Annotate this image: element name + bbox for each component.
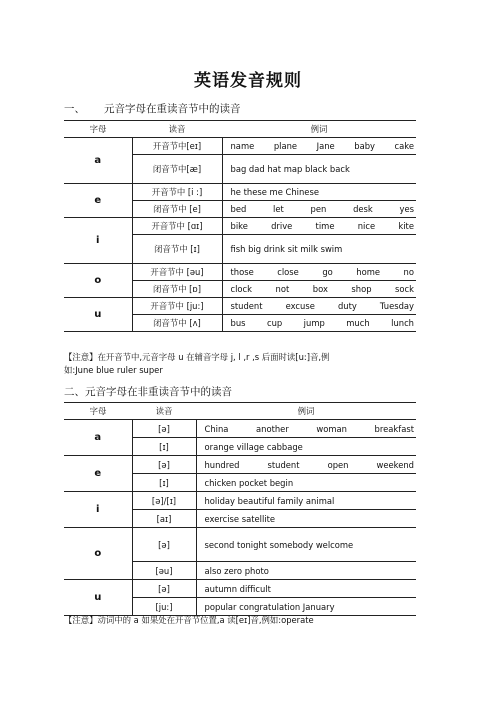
examples-cell: popular congratulation January bbox=[196, 598, 416, 616]
letter-cell: o bbox=[64, 264, 132, 298]
reading-cell: 闭音节中 [ɪ] bbox=[132, 235, 222, 264]
examples-cell: bed let pen desk yes bbox=[222, 201, 416, 218]
table-row bbox=[64, 580, 416, 598]
examples-cell: hundred student open weekend bbox=[196, 456, 416, 474]
section-1-title: 元音字母在重读音节中的读音 bbox=[104, 103, 241, 115]
examples-cell: bus cup jump much lunch bbox=[222, 315, 416, 332]
section-1-note bbox=[64, 351, 420, 377]
reading-cell: [ə]/[ɪ] bbox=[132, 492, 196, 510]
note-line: 【注意】动词中的 a 如果处在开音节位置,a 读[eɪ]音,例如:operate bbox=[64, 615, 314, 625]
page-title: 英语发音规则 bbox=[194, 71, 302, 91]
header-reading: 读音 bbox=[132, 403, 196, 420]
reading-cell: 闭音节中 [e] bbox=[132, 201, 222, 218]
examples-cell: fish big drink sit milk swim bbox=[222, 235, 416, 264]
reading-cell: 开音节中 [i :] bbox=[132, 184, 222, 201]
header-reading: 读音 bbox=[132, 121, 222, 138]
reading-cell: [ɪ] bbox=[132, 438, 196, 456]
table-row bbox=[64, 264, 416, 281]
letter-cell: u bbox=[64, 298, 132, 332]
reading-cell: 闭音节中 [ʌ] bbox=[132, 315, 222, 332]
letter-cell: i bbox=[64, 492, 132, 528]
examples-cell: bag dad hat map black back bbox=[222, 155, 416, 184]
table-row bbox=[64, 420, 416, 438]
letter-cell: u bbox=[64, 580, 132, 616]
reading-cell: [əu] bbox=[132, 562, 196, 580]
examples-cell: autumn difficult bbox=[196, 580, 416, 598]
letter-cell: o bbox=[64, 528, 132, 580]
note-line: 【注意】在开音节中,元音字母 u 在辅音字母 j, l ,r ,s 后面时读[u:]音,例 bbox=[64, 352, 330, 362]
examples-cell: name plane Jane baby cake bbox=[222, 138, 416, 155]
examples-cell: holiday beautiful family animal bbox=[196, 492, 416, 510]
table-header-row bbox=[64, 121, 416, 138]
examples-cell: orange village cabbage bbox=[196, 438, 416, 456]
letter-cell: a bbox=[64, 420, 132, 456]
letter-cell: a bbox=[64, 138, 132, 184]
examples-cell: chicken pocket begin bbox=[196, 474, 416, 492]
section-2-heading bbox=[64, 384, 232, 399]
section-2-title: 元音字母在非重读音节中的读音 bbox=[85, 386, 232, 398]
reading-cell: [ə] bbox=[132, 420, 196, 438]
note-line: 如:June blue ruler super bbox=[64, 365, 163, 375]
reading-cell: 开音节中 [ju:] bbox=[132, 298, 222, 315]
letter-cell: i bbox=[64, 218, 132, 264]
examples-cell: bike drive time nice kite bbox=[222, 218, 416, 235]
letter-cell: e bbox=[64, 184, 132, 218]
table-row bbox=[64, 138, 416, 155]
reading-cell: 开音节中[eɪ] bbox=[132, 138, 222, 155]
table-row bbox=[64, 492, 416, 510]
examples-cell: also zero photo bbox=[196, 562, 416, 580]
table-row bbox=[64, 298, 416, 315]
header-examples: 例词 bbox=[196, 403, 416, 420]
table-row bbox=[64, 184, 416, 201]
reading-cell: [ə] bbox=[132, 528, 196, 562]
reading-cell: [aɪ] bbox=[132, 510, 196, 528]
letter-cell: e bbox=[64, 456, 132, 492]
examples-cell: student excuse duty Tuesday bbox=[222, 298, 416, 315]
section-2-number: 二、 bbox=[64, 386, 85, 398]
table-row bbox=[64, 528, 416, 562]
table-unstressed-vowels bbox=[64, 402, 416, 616]
table-stressed-vowels bbox=[64, 120, 416, 332]
header-letter: 字母 bbox=[64, 121, 132, 138]
section-1-number: 一、 bbox=[64, 103, 85, 115]
reading-cell: [ju:] bbox=[132, 598, 196, 616]
reading-cell: 开音节中 [əu] bbox=[132, 264, 222, 281]
reading-cell: [ɪ] bbox=[132, 474, 196, 492]
table-header-row bbox=[64, 403, 416, 420]
examples-cell: second tonight somebody welcome bbox=[196, 528, 416, 562]
examples-cell: China another woman breakfast bbox=[196, 420, 416, 438]
examples-cell: clock not box shop sock bbox=[222, 281, 416, 298]
header-letter: 字母 bbox=[64, 403, 132, 420]
table-row bbox=[64, 456, 416, 474]
section-2-note bbox=[64, 614, 420, 627]
table-row bbox=[64, 218, 416, 235]
examples-cell: he these me Chinese bbox=[222, 184, 416, 201]
reading-cell: 开音节中 [ɑɪ] bbox=[132, 218, 222, 235]
examples-cell: those close go home no bbox=[222, 264, 416, 281]
reading-cell: 闭音节中 [ɒ] bbox=[132, 281, 222, 298]
reading-cell: [ə] bbox=[132, 580, 196, 598]
section-1-heading bbox=[64, 101, 241, 116]
header-examples: 例词 bbox=[222, 121, 416, 138]
reading-cell: 闭音节中[æ] bbox=[132, 155, 222, 184]
examples-cell: exercise satellite bbox=[196, 510, 416, 528]
reading-cell: [ə] bbox=[132, 456, 196, 474]
